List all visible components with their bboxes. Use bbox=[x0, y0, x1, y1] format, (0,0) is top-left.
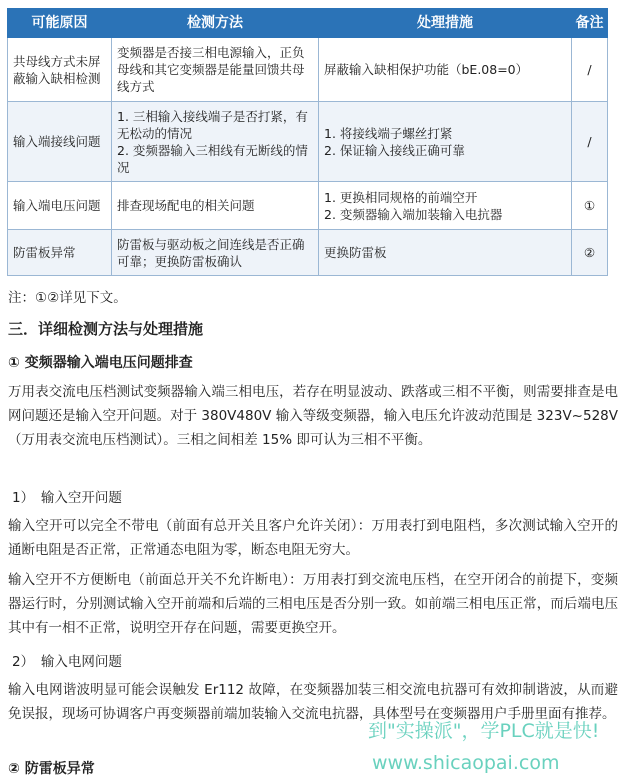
header-remark: 备注 bbox=[572, 9, 608, 38]
troubleshooting-table bbox=[7, 8, 608, 276]
method-line: 2. 变频器输入三相线有无断线的情况 bbox=[117, 142, 308, 175]
watermark-slogan: 到"实操派"，学PLC就是快! bbox=[368, 720, 600, 742]
cell-cause: 防雷板异常 bbox=[8, 230, 112, 276]
cell-action: 更换防雷板 bbox=[319, 230, 572, 276]
cell-method: 排查现场配电的相关问题 bbox=[112, 182, 319, 230]
watermark-url: www.shicaopai.com bbox=[372, 752, 560, 774]
table-header-row bbox=[8, 9, 608, 38]
cell-cause: 共母线方式未屏蔽输入缺相检测 bbox=[8, 38, 112, 102]
paragraph-grid: 输入电网谐波明显可能会误触发 Er112 故障，在变频器加装三相交流电抗器可有效抑制谐波，从而避免误报，现场可协调客户再变频器前端加装输入交流电抗器，具体型号在变频器用户手册里面有推荐。 bbox=[8, 682, 618, 722]
cell-action bbox=[319, 182, 572, 230]
table-row bbox=[8, 102, 608, 182]
action-line: 1. 更换相同规格的前端空开 bbox=[324, 189, 478, 205]
list-item-grid: 2） 输入电网问题 bbox=[12, 654, 122, 670]
cell-method: 变频器是否接三相电源输入，正负母线和其它变频器是能量回馈共母线方式 bbox=[112, 38, 319, 102]
table-row bbox=[8, 182, 608, 230]
action-line: 1. 将接线端子螺丝打紧 bbox=[324, 125, 453, 141]
action-line: 2. 保证输入接线正确可靠 bbox=[324, 142, 465, 158]
header-action: 处理措施 bbox=[319, 9, 572, 38]
cell-method: 防雷板与驱动板之间连线是否正确可靠；更换防雷板确认 bbox=[112, 230, 319, 276]
paragraph-breaker-off: 输入空开可以完全不带电（前面有总开关且客户允许关闭）：万用表打到电阻档，多次测试输入空开的通断电阻是否正常，正常通态电阻为零，断态电阻无穷大。 bbox=[8, 518, 618, 558]
subsection-title-voltage: ① 变频器输入端电压问题排查 bbox=[8, 355, 193, 371]
table-note: 注：①②详见下文。 bbox=[8, 290, 127, 306]
paragraph-breaker-on: 输入空开不方便断电（前面总开关不允许断电）：万用表打到交流电压档，在空开闭合的前提下，变频器运行时，分别测试输入空开前端和后端的三相电压是否分别一致。如前端三相电压正常，而后端电压其中有一相不正常，说明空开存在问题，需要更换空开。 bbox=[8, 572, 618, 636]
cell-remark: ① bbox=[572, 182, 608, 230]
cell-action: 屏蔽输入缺相保护功能（bE.08=0） bbox=[319, 38, 572, 102]
list-item-breaker: 1） 输入空开问题 bbox=[12, 490, 122, 506]
table-row bbox=[8, 230, 608, 276]
action-line: 2. 变频器输入端加装输入电抗器 bbox=[324, 206, 503, 222]
table-row bbox=[8, 38, 608, 102]
cell-action bbox=[319, 102, 572, 182]
paragraph-voltage-check: 万用表交流电压档测试变频器输入端三相电压，若存在明显波动、跌落或三相不平衡，则需要排查是电网问题还是输入空开问题。对于 380V480V 输入等级变频器，输入电压允许波动范围是 323V~528V（万用表交流电压档测试）。三相之间相差 15% 即可认为三相不平衡。 bbox=[8, 384, 618, 448]
cell-method bbox=[112, 102, 319, 182]
cell-remark: ② bbox=[572, 230, 608, 276]
cell-remark: / bbox=[572, 38, 608, 102]
method-line: 1. 三相输入接线端子是否打紧，有无松动的情况 bbox=[117, 108, 308, 141]
section-title: 三．详细检测方法与处理措施 bbox=[8, 320, 204, 338]
cell-remark: / bbox=[572, 102, 608, 182]
header-cause: 可能原因 bbox=[8, 9, 112, 38]
header-method: 检测方法 bbox=[112, 9, 319, 38]
cell-cause: 输入端电压问题 bbox=[8, 182, 112, 230]
cell-cause: 输入端接线问题 bbox=[8, 102, 112, 182]
subsection-title-lightning: ② 防雷板异常 bbox=[8, 761, 95, 777]
